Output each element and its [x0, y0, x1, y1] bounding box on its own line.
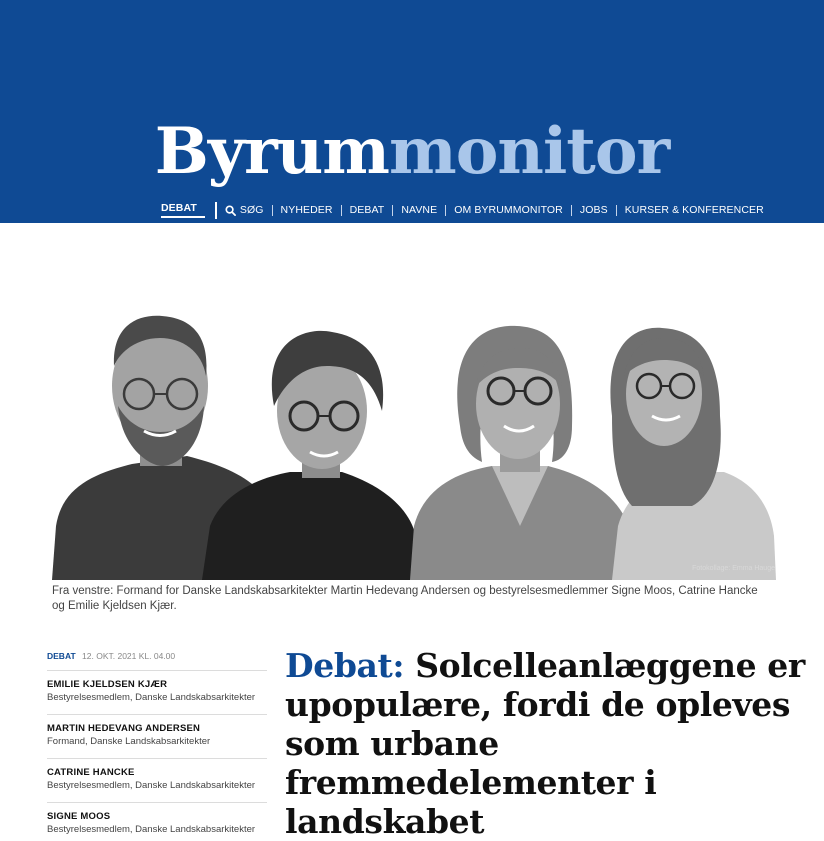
author-role: Bestyrelsesmedlem, Danske Landskabsarkitekter — [47, 692, 256, 703]
main-nav — [161, 201, 772, 219]
site-logo[interactable] — [0, 112, 824, 192]
nav-item-om-byrummonitor[interactable]: OM BYRUMMONITOR — [454, 204, 563, 216]
group-portrait-image — [52, 226, 785, 580]
photo-credit: Fotokollage: Emma Hauge — [692, 565, 775, 572]
nav-item-kurser-konferencer[interactable]: KURSER & KONFERENCER — [624, 204, 764, 216]
author-item[interactable] — [47, 670, 267, 706]
headline-label: Debat: — [285, 646, 405, 685]
logo-part-byrum: Byrum — [154, 114, 390, 189]
author-item[interactable] — [47, 758, 267, 794]
author-role: Formand, Danske Landskabsarkitekter — [47, 736, 211, 747]
author-name[interactable]: CATRINE HANCKE — [47, 767, 135, 778]
article-date: 12. OKT. 2021 KL. 04.00 — [82, 651, 176, 661]
search-label: SØG — [239, 204, 264, 216]
photo-caption: Fra venstre: Formand for Danske Landskabsarkitekter Martin Hedevang Andersen og bestyrelsesmedlemmer Signe Moos, Catrine Hancke og Emilie Kjeldsen Kjær. — [52, 585, 758, 612]
author-role: Bestyrelsesmedlem, Danske Landskabsarkitekter — [47, 824, 256, 835]
author-name[interactable]: EMILIE KJELDSEN KJÆR — [47, 679, 168, 690]
author-name[interactable]: MARTIN HEDEVANG ANDERSEN — [47, 723, 201, 734]
search-button[interactable] — [217, 204, 272, 216]
article-tag[interactable]: DEBAT — [47, 651, 76, 661]
headline-text: Solcelleanlæggene er upopulære, fordi de opleves som urbane fremmedelementer i landskabet — [285, 646, 805, 841]
article-meta — [47, 651, 175, 661]
article-photo — [52, 226, 785, 580]
nav-item-jobs[interactable]: JOBS — [579, 204, 608, 216]
site-header — [0, 0, 824, 223]
nav-item-navne[interactable]: NAVNE — [401, 204, 438, 216]
nav-section-debat[interactable]: DEBAT — [161, 202, 205, 218]
nav-item-debat[interactable]: DEBAT — [349, 204, 385, 216]
author-name[interactable]: SIGNE MOOS — [47, 811, 111, 822]
author-role: Bestyrelsesmedlem, Danske Landskabsarkitekter — [47, 780, 256, 791]
article-headline — [285, 646, 805, 841]
author-list — [47, 670, 267, 838]
author-item[interactable] — [47, 714, 267, 750]
nav-item-nyheder[interactable]: NYHEDER — [280, 204, 333, 216]
search-icon — [225, 205, 236, 216]
logo-part-monitor: monitor — [389, 114, 670, 189]
